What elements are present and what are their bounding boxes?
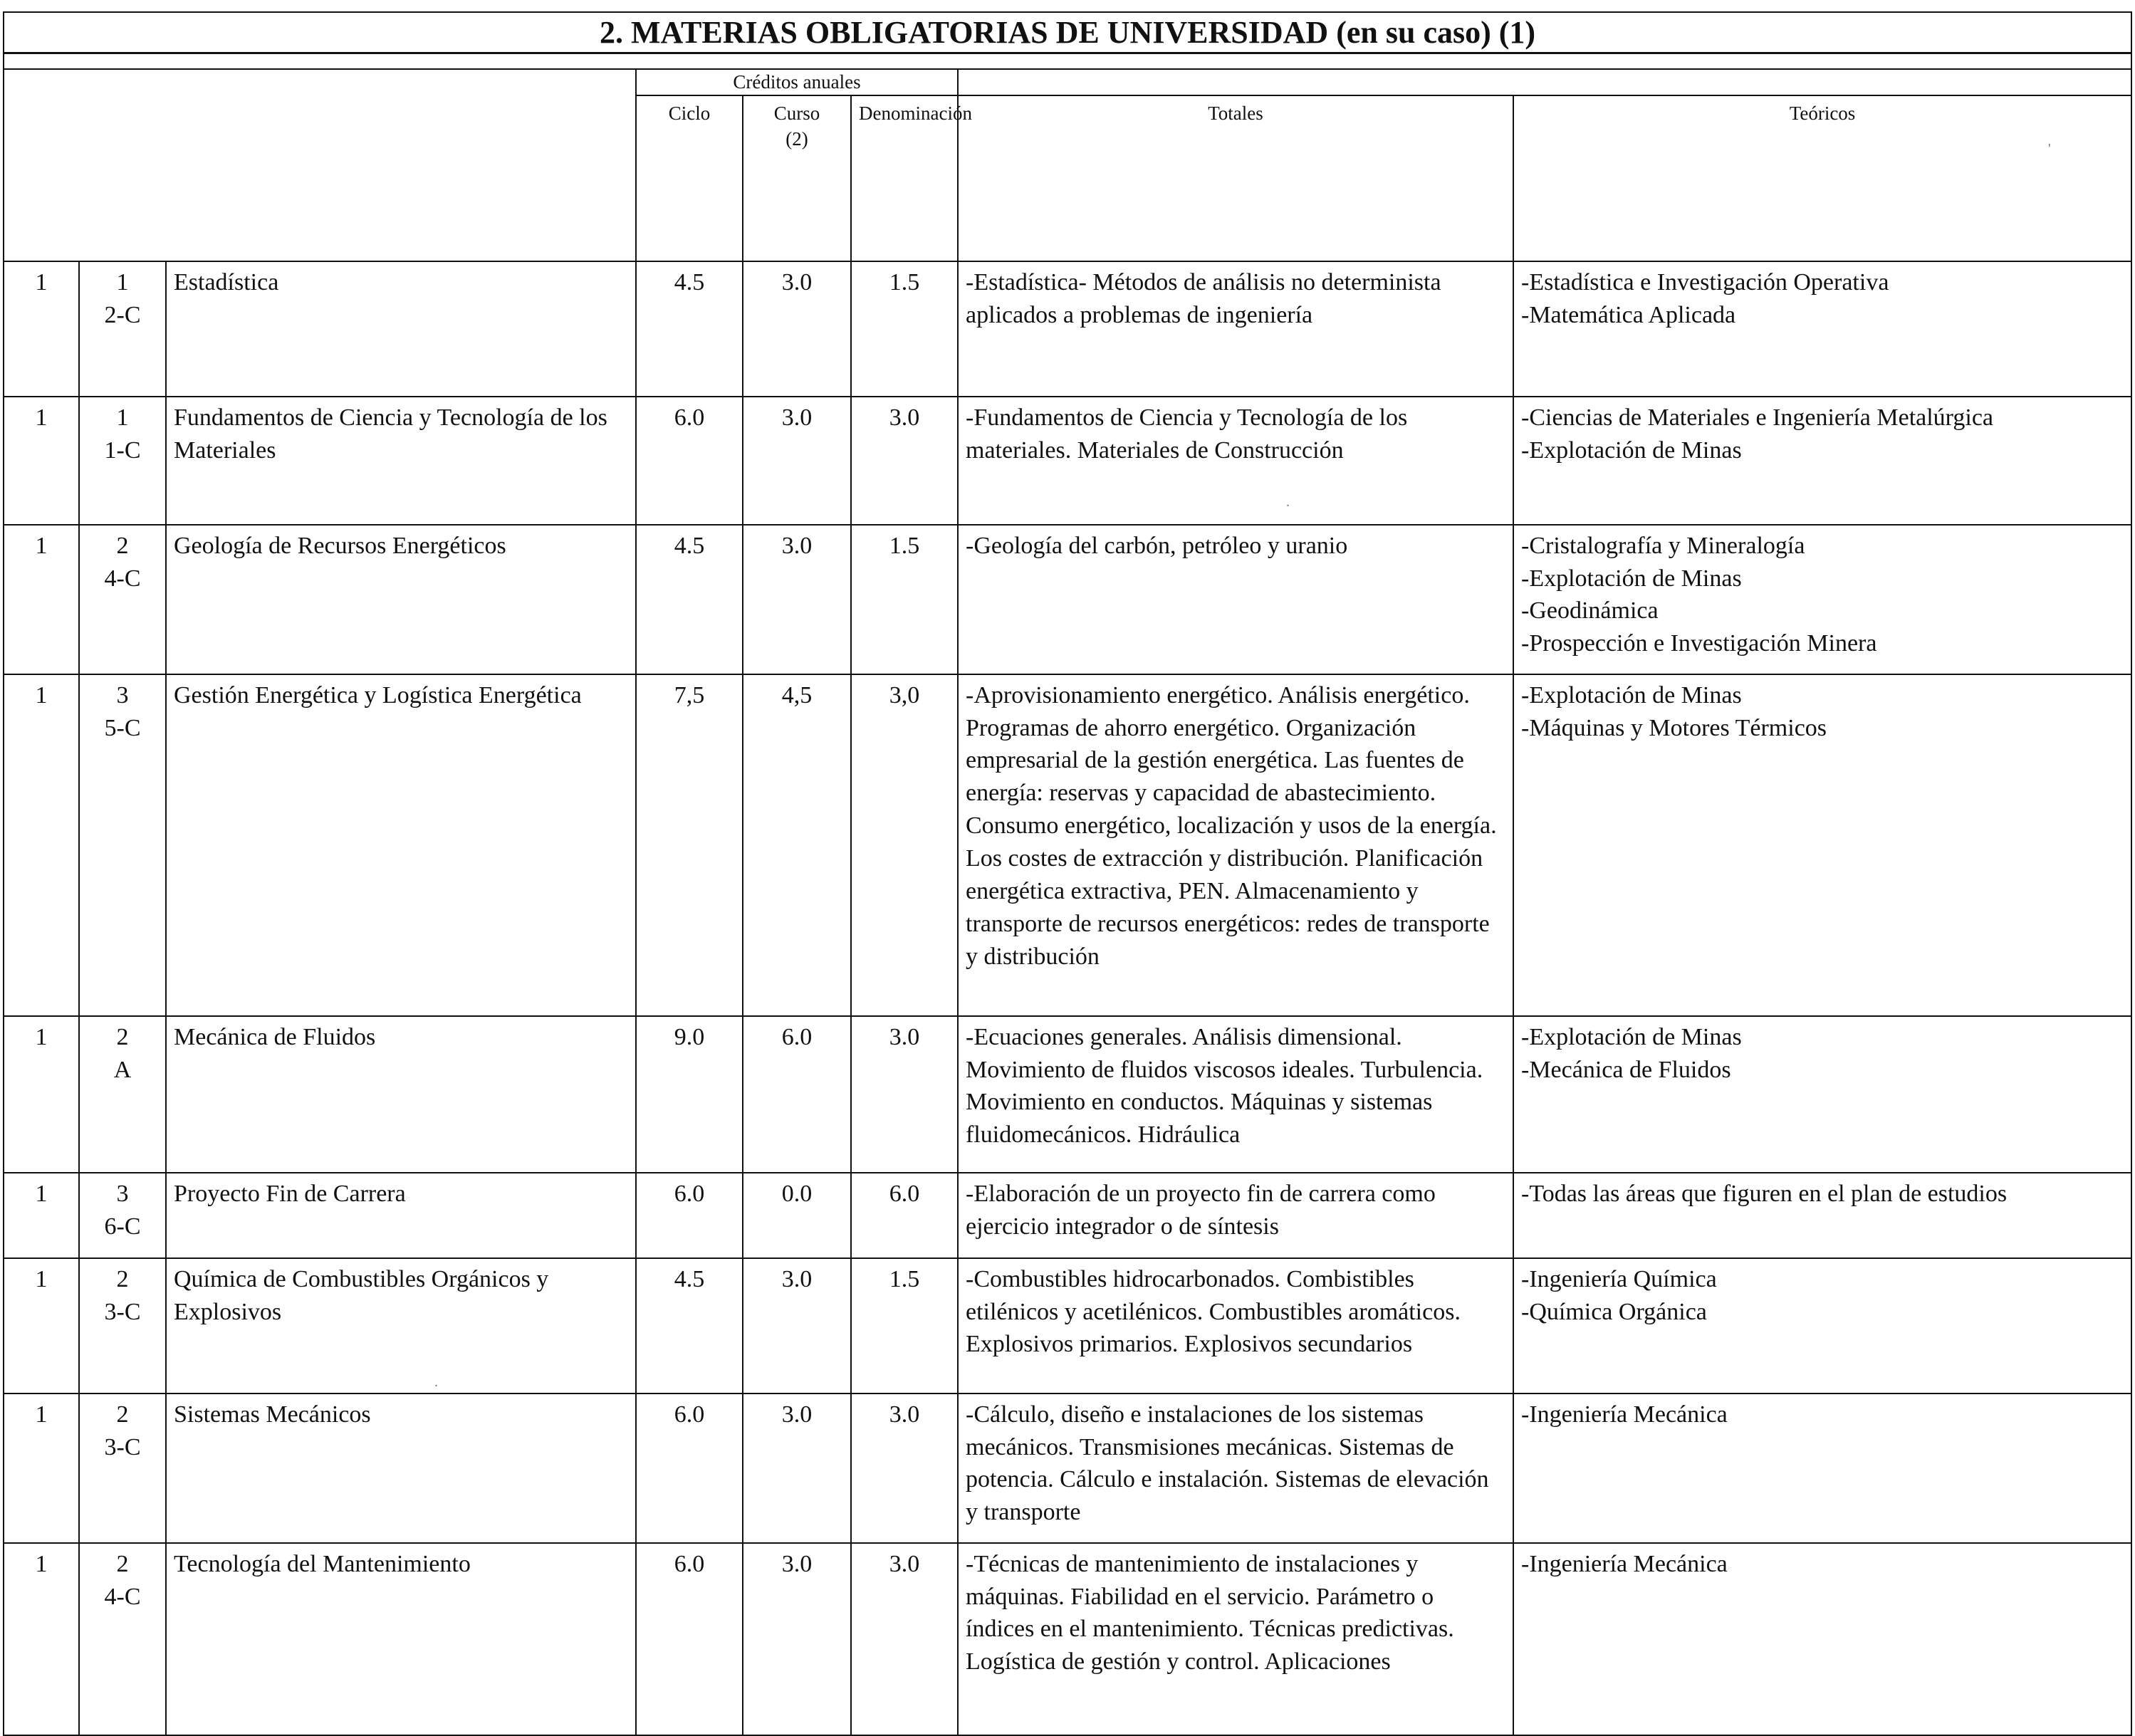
curso-code: 3-C [104,1298,141,1325]
cell-practicos: 3.0 [851,1016,958,1173]
page-title: 2. MATERIAS OBLIGATORIAS DE UNIVERSIDAD (en su caso) (1) [4,12,2131,53]
cell-areas [1513,1258,2131,1393]
cell-descripcion: -Cálculo, diseño e instalaciones de los sistemas mecánicos. Transmisiones mecánicas. Sistemas de potencia. Cálculo e instalación. Sistemas de elevación y transporte [958,1393,1513,1543]
cell-teoricos: 0.0 [743,1173,851,1258]
cell-ciclo: 1 [4,1543,79,1735]
cell-teoricos: 3.0 [743,1393,851,1543]
area-item: -Ingeniería Mecánica [1521,1401,1728,1428]
cell-practicos: 3.0 [851,397,958,525]
cell-areas [1513,261,2131,397]
curso-code: 4-C [104,565,141,592]
cell-descripcion: -Elaboración de un proyecto fin de carrera como ejercicio integrador o de síntesis [958,1173,1513,1258]
cell-descripcion: -Combustibles hidrocarbonados. Combistibles etilénicos y acetilénicos. Combustibles aromáticos. Explosivos primarios. Explosivos secundarios [958,1258,1513,1393]
cell-practicos: 1.5 [851,1258,958,1393]
cell-curso [79,1258,166,1393]
area-item: -Explotación de Minas [1521,565,1742,592]
cell-descripcion: -Geología del carbón, petróleo y uranio [958,525,1513,674]
area-item: -Estadística e Investigación Operativa [1521,268,1889,296]
cell-curso [79,397,166,525]
table-row [4,525,2131,674]
cell-totales: 4.5 [636,261,743,397]
header-blank-right [958,69,2131,95]
cell-curso [79,1016,166,1173]
cell-curso [79,1543,166,1735]
table-row [4,1016,2131,1173]
area-item: -Cristalografía y Mineralogía [1521,532,1805,559]
cell-teoricos: 3.0 [743,1258,851,1393]
cell-teoricos: 3.0 [743,525,851,674]
spacer-row [4,53,2131,70]
curso-number: 3 [116,1180,129,1207]
cell-ciclo: 1 [4,674,79,1016]
area-item: -Prospección e Investigación Minera [1521,630,1877,657]
area-item: -Máquinas y Motores Térmicos [1521,714,1827,741]
header-denominacion: Denominación [851,95,958,261]
curso-code: 1-C [104,436,141,464]
cell-ciclo: 1 [4,1016,79,1173]
cell-denominacion: Tecnología del Mantenimiento [166,1543,636,1735]
cell-areas [1513,1543,2131,1735]
rows-body [4,261,2131,1735]
cell-curso [79,1393,166,1543]
cell-areas [1513,1173,2131,1258]
curso-number: 2 [116,1550,129,1577]
cell-practicos: 6.0 [851,1173,958,1258]
area-item: -Explotación de Minas [1521,436,1742,464]
area-item: -Ciencias de Materiales e Ingeniería Metalúrgica [1521,404,1994,431]
curso-code: 3-C [104,1433,141,1460]
table-row [4,261,2131,397]
scan-speck: . [1286,494,1290,510]
cell-totales: 6.0 [636,1173,743,1258]
cell-descripcion: -Estadística- Métodos de análisis no determinista aplicados a problemas de ingeniería [958,261,1513,397]
header-teoricos: Teóricos [1513,95,2131,261]
cell-teoricos: 6.0 [743,1016,851,1173]
cell-totales: 6.0 [636,397,743,525]
header-curso-label: Curso [773,103,820,124]
curso-number: 3 [116,681,129,708]
cell-ciclo: 1 [4,1393,79,1543]
cell-areas [1513,1393,2131,1543]
curso-number: 2 [116,1265,129,1292]
curso-code: 5-C [104,714,141,741]
cell-totales: 9.0 [636,1016,743,1173]
cell-totales: 4.5 [636,525,743,674]
cell-ciclo: 1 [4,261,79,397]
header-curso [743,95,851,261]
cell-ciclo: 1 [4,397,79,525]
area-item: -Explotación de Minas [1521,681,1742,708]
scan-speck: . [434,1374,438,1390]
cell-curso [79,261,166,397]
curso-number: 1 [116,404,129,431]
area-item: -Química Orgánica [1521,1298,1707,1325]
curso-code: 2-C [104,301,141,328]
curso-code: A [113,1056,132,1083]
cell-ciclo: 1 [4,525,79,674]
cell-practicos: 1.5 [851,525,958,674]
cell-practicos: 3,0 [851,674,958,1016]
cell-teoricos: 3.0 [743,261,851,397]
cell-descripcion: -Aprovisionamiento energético. Análisis energético. Programas de ahorro energético. Organización empresarial de la gestión energética. Las fuentes de energía: reservas y capacidad de abastecimiento. Consumo energético, localización y usos de la energía. Los costes de extracción y distribución. Planificación energética extractiva, PEN. Almacenamiento y transporte de recursos energéticos: redes de transporte y distribución [958,674,1513,1016]
area-item: -Ingeniería Mecánica [1521,1550,1728,1577]
header-blank [4,69,636,261]
cell-curso [79,1173,166,1258]
cell-totales: 4.5 [636,1258,743,1393]
header-totales: Totales [958,95,1513,261]
cell-denominacion: Estadística [166,261,636,397]
curso-number: 2 [116,1023,129,1050]
cell-teoricos: 3.0 [743,1543,851,1735]
table-row [4,397,2131,525]
table-row [4,1393,2131,1543]
subjects-table [3,11,2132,1736]
curso-number: 2 [116,1401,129,1428]
curso-code: 4-C [104,1583,141,1610]
cell-teoricos: 3.0 [743,397,851,525]
cell-denominacion: Proyecto Fin de Carrera [166,1173,636,1258]
cell-denominacion: Gestión Energética y Logística Energética [166,674,636,1016]
cell-areas [1513,674,2131,1016]
area-item: -Explotación de Minas [1521,1023,1742,1050]
cell-practicos: 1.5 [851,261,958,397]
cell-practicos: 3.0 [851,1543,958,1735]
table-row [4,674,2131,1016]
scan-speck: ' [2048,141,2051,157]
cell-ciclo: 1 [4,1258,79,1393]
header-ciclo: Ciclo [636,95,743,261]
cell-ciclo: 1 [4,1173,79,1258]
cell-denominacion: Sistemas Mecánicos [166,1393,636,1543]
header-credits-group: Créditos anuales [636,69,958,95]
cell-totales: 6.0 [636,1393,743,1543]
table-row [4,1258,2131,1393]
cell-teoricos: 4,5 [743,674,851,1016]
cell-curso [79,674,166,1016]
cell-denominacion: Química de Combustibles Orgánicos y Explosivos [166,1258,636,1393]
table-row [4,1543,2131,1735]
cell-totales: 6.0 [636,1543,743,1735]
cell-totales: 7,5 [636,674,743,1016]
curso-number: 1 [116,268,129,296]
area-item: -Ingeniería Química [1521,1265,1717,1292]
curso-code: 6-C [104,1213,141,1240]
area-item: -Matemática Aplicada [1521,301,1736,328]
header-curso-note: (2) [785,128,808,150]
cell-denominacion: Mecánica de Fluidos [166,1016,636,1173]
cell-descripcion: -Fundamentos de Ciencia y Tecnología de los materiales. Materiales de Construcción [958,397,1513,525]
area-item: -Todas las áreas que figuren en el plan de estudios [1521,1180,2008,1207]
cell-areas [1513,397,2131,525]
cell-areas [1513,525,2131,674]
table-row [4,1173,2131,1258]
cell-practicos: 3.0 [851,1393,958,1543]
area-item: -Geodinámica [1521,597,1659,624]
curso-number: 2 [116,532,129,559]
cell-curso [79,525,166,674]
area-item: -Mecánica de Fluidos [1521,1056,1731,1083]
cell-denominacion: Geología de Recursos Energéticos [166,525,636,674]
cell-areas [1513,1016,2131,1173]
cell-denominacion: Fundamentos de Ciencia y Tecnología de los Materiales [166,397,636,525]
cell-descripcion: -Técnicas de mantenimiento de instalaciones y máquinas. Fiabilidad en el servicio. Parámetro o índices en el mantenimiento. Técnicas predictivas. Logística de gestión y control. Aplicaciones [958,1543,1513,1735]
cell-descripcion: -Ecuaciones generales. Análisis dimensional. Movimiento de fluidos viscosos ideales. Turbulencia. Movimiento en conductos. Máquinas y sistemas fluidomecánicos. Hidráulica [958,1016,1513,1173]
